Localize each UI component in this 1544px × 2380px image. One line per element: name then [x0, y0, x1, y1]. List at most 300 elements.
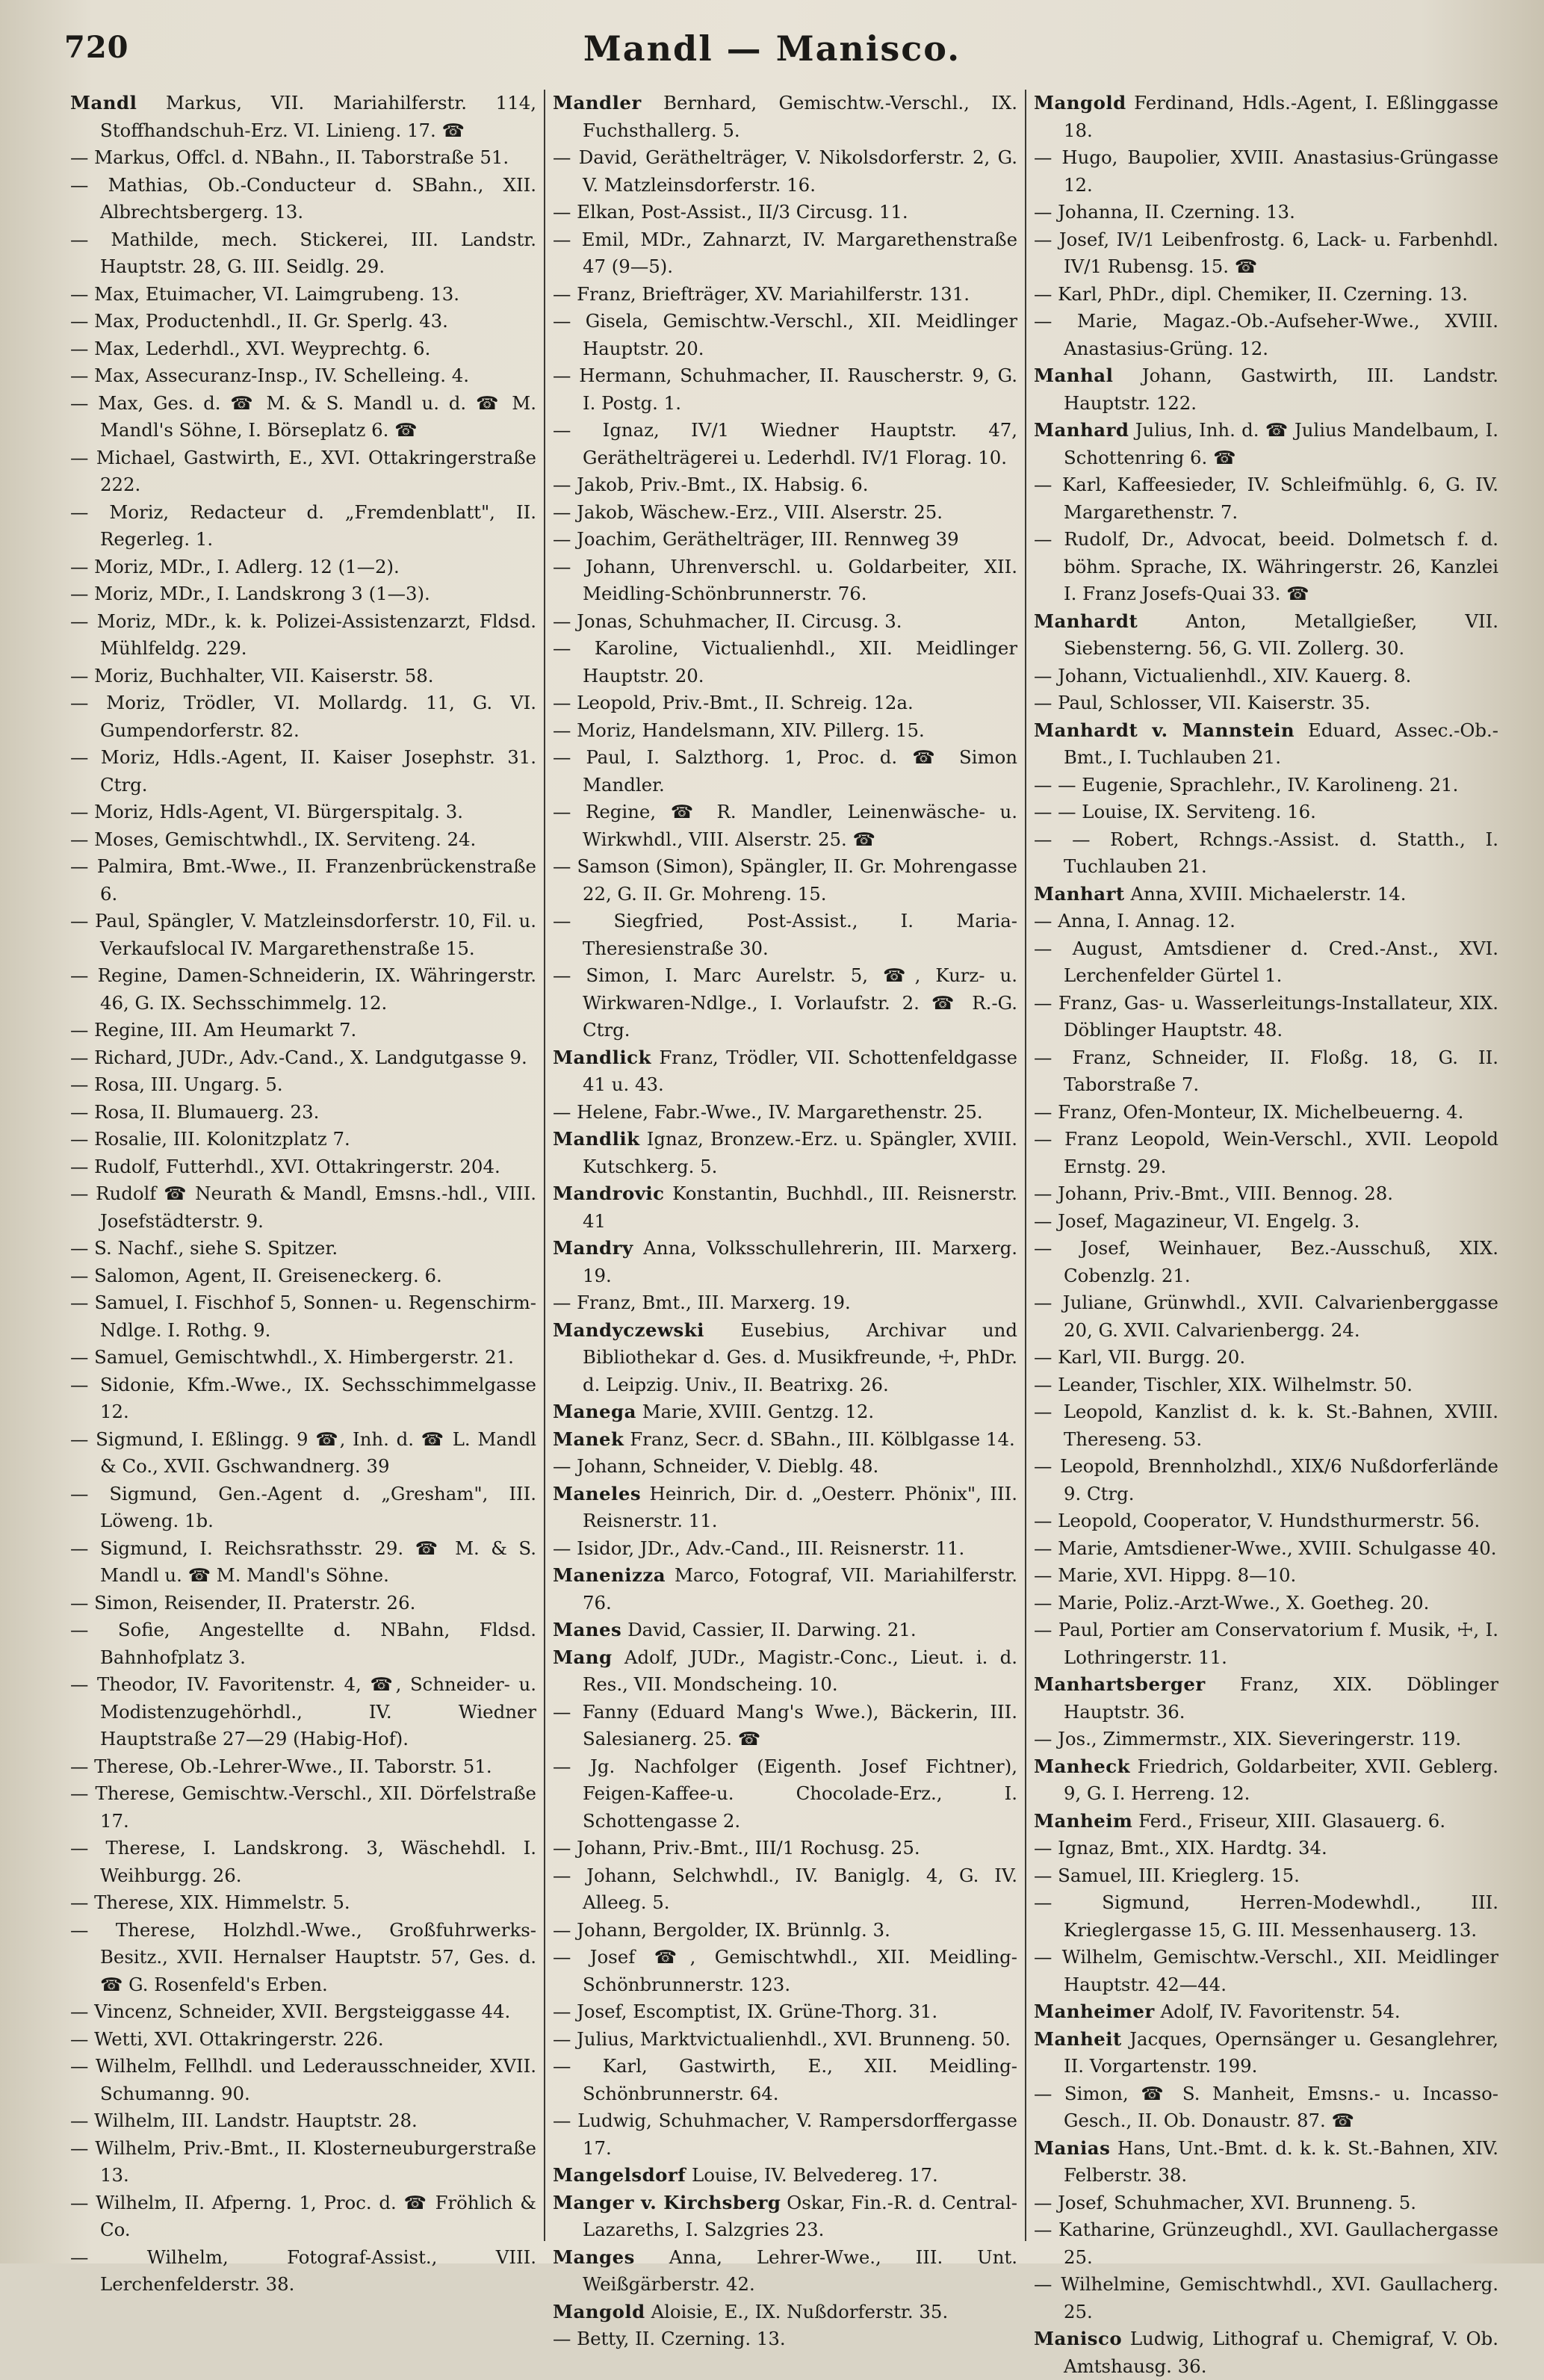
- entry-text: — Franz, Gas- u. Wasserleitungs-Installateur, XIX. Döblinger Hauptstr. 48.: [1034, 991, 1498, 1041]
- directory-entry: [1034, 772, 1498, 799]
- directory-entry: [1034, 1289, 1498, 1344]
- entry-text: — Moses, Gemischtwhdl., IX. Serviteng. 24.: [70, 828, 477, 850]
- entry-text: — Johann, Uhrenverschl. u. Goldarbeiter, XII. Meidling-Schönbrunnerstr. 76.: [553, 555, 1017, 604]
- entry-text: — Hugo, Baupolier, XVIII. Anastasius-Grüngasse 12.: [1034, 146, 1498, 196]
- directory-entry: [1034, 1862, 1498, 1890]
- directory-entry: [1034, 417, 1498, 471]
- entry-text: Ferdinand, Hdls.-Agent, I. Eßlinggasse 18.: [1064, 92, 1498, 141]
- entry-text: — Michael, Gastwirth, E., XVI. Ottakringerstraße 222.: [70, 446, 536, 495]
- entry-text: — Helene, Fabr.-Wwe., IV. Margarethenstr. 25.: [553, 1100, 983, 1123]
- directory-entry: [553, 1044, 1017, 1099]
- directory-entry: [1034, 1998, 1498, 2026]
- entry-text: — Jonas, Schuhmacher, II. Circusg. 3.: [553, 610, 902, 632]
- directory-entry: [1034, 1044, 1498, 1099]
- entry-text: — Vincenz, Schneider, XVII. Bergsteiggasse 44.: [70, 2001, 511, 2022]
- directory-entry: [70, 1099, 536, 1127]
- directory-entry: [553, 2299, 1017, 2326]
- directory-entry: [1034, 1944, 1498, 1998]
- directory-entry: [553, 417, 1017, 471]
- entry-surname: Manega: [553, 1401, 636, 1422]
- entry-surname: Manhardt v. Mannstein: [1034, 719, 1295, 741]
- directory-entry: [553, 1862, 1017, 1917]
- directory-entry: [1034, 1671, 1498, 1726]
- directory-entry: [553, 1562, 1017, 1617]
- directory-entry: [553, 90, 1017, 144]
- directory-entry: [553, 608, 1017, 636]
- directory-entry: [1034, 144, 1498, 199]
- entry-surname: Mandry: [553, 1237, 633, 1259]
- entry-text: — Leopold, Priv.-Bmt., II. Schreig. 12a.: [553, 692, 914, 713]
- directory-entry: [70, 853, 536, 908]
- directory-entry: [553, 799, 1017, 853]
- entry-text: — Emil, MDr., Zahnarzt, IV. Margarethenstraße 47 (9—5).: [553, 228, 1017, 277]
- directory-entry: [553, 1944, 1017, 1998]
- directory-entry: [1034, 1562, 1498, 1590]
- directory-entry: [1034, 2026, 1498, 2080]
- entry-text: — Simon, Reisender, II. Praterstr. 26.: [70, 1591, 416, 1614]
- entry-text: Franz, Secr. d. SBahn., III. Kölblgasse 14.: [630, 1428, 1015, 1450]
- entry-surname: Manias: [1034, 2136, 1111, 2159]
- entry-text: Anton, Metallgießer, VII. Siebensterng. 56, G. VII. Zollerg. 30.: [1064, 610, 1498, 659]
- directory-entry: [70, 444, 536, 499]
- entry-text: Ignaz, Bronzew.-Erz. u. Spängler, XVIII. Kutschkerg. 5.: [583, 1128, 1017, 1177]
- directory-entry: [553, 1753, 1017, 1835]
- entry-text: — Katharine, Grünzeughdl., XVI. Gaullachergasse 25.: [1034, 2219, 1498, 2268]
- entry-text: — Johanna, II. Czerning. 13.: [1034, 201, 1295, 223]
- entry-text: — Karl, PhDr., dipl. Chemiker, II. Czerning. 13.: [1034, 282, 1469, 305]
- directory-entry: [553, 308, 1017, 362]
- directory-entry: [1034, 1507, 1498, 1535]
- entry-text: — Therese, Gemischtw.-Verschl., XII. Dörfelstraße 17.: [70, 1782, 536, 1832]
- entry-text: — Simon, ☎ S. Manheit, Emsns.- u. Incasso-Gesch., II. Ob. Donaustr. 87. ☎: [1034, 2082, 1498, 2131]
- entry-text: — Sofie, Angestellte d. NBahn, Fldsd. Bahnhofplatz 3.: [70, 1619, 536, 1668]
- entry-surname: Manhartsberger: [1034, 1673, 1206, 1695]
- entry-surname: Manek: [553, 1428, 624, 1450]
- entry-text: — Samson (Simon), Spängler, II. Gr. Mohrengasse 22, G. II. Gr. Mohreng. 15.: [553, 855, 1017, 905]
- entry-text: — Richard, JUDr., Adv.-Cand., X. Landgutgasse 9.: [70, 1046, 527, 1068]
- directory-entry: [1034, 1208, 1498, 1236]
- entry-surname: Manhard: [1034, 419, 1129, 441]
- directory-entry: [70, 1426, 536, 1481]
- directory-entry: [553, 1289, 1017, 1317]
- entry-text: — Ignaz, IV/1 Wiedner Hauptstr. 47, Geräthelträgerei u. Lederhdl. IV/1 Florag. 10.: [553, 419, 1017, 468]
- column-right: [1025, 90, 1506, 2377]
- directory-entry: [1034, 308, 1498, 362]
- entry-text: — Mathilde, mech. Stickerei, III. Landstr. Hauptstr. 28, G. III. Seidlg. 29.: [70, 228, 536, 277]
- entry-text: — Leopold, Cooperator, V. Hundsthurmerstr. 56.: [1034, 1510, 1481, 1531]
- entry-text: — Josef, IV/1 Leibenfrostg. 6, Lack- u. Farbenhdl. IV/1 Rubensg. 15. ☎: [1034, 228, 1498, 277]
- directory-entry: [1034, 1808, 1498, 1835]
- directory-entry: [70, 1289, 536, 1344]
- entry-text: — Markus, Offcl. d. NBahn., II. Taborstraße 51.: [70, 146, 509, 168]
- entry-text: — Moriz, Buchhalter, VII. Kaiserstr. 58.: [70, 664, 434, 687]
- entry-text: — Wilhelmine, Gemischtwhdl., XVI. Gaullacherg. 25.: [1034, 2273, 1498, 2322]
- directory-entry: [1034, 1726, 1498, 1753]
- entry-text: Franz, Trödler, VII. Schottenfeldgasse 41 u. 43.: [583, 1046, 1017, 1095]
- entry-text: — Moriz, MDr., I. Landskrong 3 (1—3).: [70, 583, 430, 604]
- directory-entry: [553, 2053, 1017, 2107]
- page-title: Mandl — Manisco.: [583, 28, 961, 69]
- entry-text: — Karoline, Victualienhdl., XII. Meidlinger Hauptstr. 20.: [553, 637, 1017, 687]
- entry-text: Adolf, JUDr., Magistr.-Conc., Lieut. i. d. Res., VII. Mondscheing. 10.: [583, 1646, 1017, 1695]
- entry-text: — Rosa, II. Blumauerg. 23.: [70, 1100, 320, 1123]
- page-number: 720: [64, 30, 129, 65]
- directory-entry: [553, 1453, 1017, 1481]
- directory-entry: [70, 390, 536, 444]
- entry-text: — — Louise, IX. Serviteng. 16.: [1034, 801, 1316, 822]
- entry-text: — Theodor, IV. Favoritenstr. 4, ☎, Schneider- u. Modistenzugehörhdl., IV. Wiedner Hauptstraße 27—29 (Habig-Hof).: [70, 1673, 536, 1750]
- directory-entry: [1034, 881, 1498, 908]
- directory-entry: [70, 144, 536, 172]
- directory-entry: [1034, 1453, 1498, 1507]
- entry-text: — Moriz, Hdls.-Agent, II. Kaiser Josephstr. 31. Ctrg.: [70, 746, 536, 796]
- directory-entry: [1034, 2080, 1498, 2135]
- directory-entry: [70, 1481, 536, 1535]
- entry-text: — Samuel, III. Krieglerg. 15.: [1034, 1864, 1300, 1886]
- directory-entry: [1034, 1753, 1498, 1808]
- directory-entry: [553, 1317, 1017, 1399]
- entry-text: Eduard, Assec.-Ob.-Bmt., I. Tuchlauben 21.: [1064, 719, 1498, 768]
- entry-text: — Karl, Kaffeesieder, IV. Schleifmühlg. 6, G. IV. Margarethenstr. 7.: [1034, 474, 1498, 523]
- entry-surname: Mandler: [553, 92, 642, 114]
- directory-entry: [553, 2244, 1017, 2299]
- entry-text: — Anna, I. Annag. 12.: [1034, 910, 1235, 932]
- directory-entry: [70, 2190, 536, 2244]
- directory-entry: [1034, 199, 1498, 226]
- entry-text: — Wilhelm, Gemischtw.-Verschl., XII. Meidlinger Hauptstr. 42—44.: [1034, 1946, 1498, 1995]
- entry-surname: Manheimer: [1034, 2001, 1155, 2022]
- entry-text: — Rudolf, Dr., Advocat, beeid. Dolmetsch f. d. böhm. Sprache, IX. Währingerstr. 26, Kanzlei I. Franz Josefs-Quai 33. ☎: [1034, 528, 1498, 604]
- directory-entry: [553, 962, 1017, 1044]
- entry-surname: Mangold: [553, 2300, 645, 2322]
- entry-surname: Mang: [553, 1646, 613, 1668]
- directory-entry: [70, 281, 536, 309]
- directory-entry: [553, 2026, 1017, 2054]
- entry-surname: Mandlik: [553, 1128, 640, 1150]
- entry-surname: Mandl: [70, 92, 137, 114]
- entry-text: — Max, Lederhdl., XVI. Weyprechtg. 6.: [70, 337, 431, 359]
- entry-text: — Jg. Nachfolger (Eigenth. Josef Fichtner), Feigen-Kaffee-u. Chocolade-Erz., I. Schottengasse 2.: [553, 1755, 1017, 1832]
- directory-entry: [70, 2135, 536, 2190]
- entry-text: — Siegfried, Post-Assist., I. Maria-Theresienstraße 30.: [553, 910, 1017, 959]
- entry-text: Adolf, IV. Favoritenstr. 54.: [1160, 2001, 1401, 2022]
- directory-entry: [553, 2107, 1017, 2162]
- directory-entry: [1034, 226, 1498, 281]
- entry-text: — Max, Etuimacher, VI. Laimgrubeng. 13.: [70, 282, 460, 305]
- entry-text: — Franz, Briefträger, XV. Mariahilferstr. 131.: [553, 282, 970, 305]
- directory-entry: [1034, 908, 1498, 935]
- column-left: [63, 90, 544, 2295]
- directory-entry: [1034, 526, 1498, 608]
- entry-text: — Josef, Weinhauer, Bez.-Ausschuß, XIX. Cobenzlg. 21.: [1034, 1237, 1498, 1286]
- directory-entry: [70, 226, 536, 281]
- directory-entry: [70, 1344, 536, 1372]
- entry-text: — Therese, XIX. Himmelstr. 5.: [70, 1891, 350, 1913]
- directory-entry: [553, 744, 1017, 799]
- directory-entry: [70, 799, 536, 826]
- entry-text: — Jos., Zimmermstr., XIX. Sieveringerstr. 119.: [1034, 1728, 1462, 1750]
- entry-text: — Moriz, MDr., I. Adlerg. 12 (1—2).: [70, 555, 400, 577]
- directory-entry: [553, 689, 1017, 717]
- directory-entry: [553, 635, 1017, 689]
- entry-text: — Hermann, Schuhmacher, II. Rauscherstr. 9, G. I. Postg. 1.: [553, 365, 1017, 414]
- entry-text: Ludwig, Lithograf u. Chemigraf, V. Ob. Amtshausg. 36.: [1064, 2328, 1499, 2377]
- directory-entry: [70, 1998, 536, 2026]
- directory-entry: [553, 199, 1017, 226]
- directory-entry: [553, 1426, 1017, 1454]
- directory-entry: [70, 172, 536, 226]
- directory-entry: [70, 1671, 536, 1753]
- entry-text: — Therese, I. Landskrong. 3, Wäschehdl. I. Weihburgg. 26.: [70, 1837, 536, 1886]
- directory-entry: [70, 499, 536, 554]
- entry-text: — Marie, Magaz.-Ob.-Aufseher-Wwe., XVIII. Anastasius-Grüng. 12.: [1034, 310, 1498, 359]
- entry-text: — Regine, ☎ R. Mandler, Leinenwäsche- u. Wirkwhdl., VIII. Alserstr. 25. ☎: [553, 801, 1017, 850]
- directory-entry: [553, 2162, 1017, 2190]
- entry-text: — Jakob, Wäschew.-Erz., VIII. Alserstr. 25.: [553, 501, 943, 523]
- entry-text: Marie, XVIII. Gentzg. 12.: [642, 1401, 875, 1422]
- entry-text: — Moriz, Redacteur d. „Fremdenblatt", II. Regerleg. 1.: [70, 501, 536, 550]
- directory-entry: [1034, 717, 1498, 772]
- entry-text: — Simon, I. Marc Aurelstr. 5, ☎, Kurz- u. Wirkwaren-Ndlge., I. Vorlaufstr. 2. ☎ R.-G. Ctrg.: [553, 964, 1017, 1041]
- entry-text: Anna, Volksschullehrerin, III. Marxerg. 19.: [583, 1237, 1017, 1286]
- directory-entry: [553, 1998, 1017, 2026]
- entry-text: — Leopold, Kanzlist d. k. k. St.-Bahnen, XVIII. Thereseng. 53.: [1034, 1401, 1498, 1450]
- directory-entry: [553, 908, 1017, 962]
- directory-entry: [70, 1535, 536, 1590]
- directory-entry: [553, 1481, 1017, 1535]
- directory-entry: [1034, 826, 1498, 881]
- entry-text: — Johann, Priv.-Bmt., VIII. Bennog. 28.: [1034, 1183, 1394, 1204]
- directory-entry: [1034, 281, 1498, 309]
- entry-text: — Paul, I. Salzthorg. 1, Proc. d. ☎ Simon Mandler.: [553, 746, 1017, 796]
- entry-surname: Manes: [553, 1619, 622, 1640]
- entry-text: — Therese, Ob.-Lehrer-Wwe., II. Taborstr. 51.: [70, 1755, 492, 1777]
- entry-text: — Wilhelm, Priv.-Bmt., II. Klosterneuburgerstraße 13.: [70, 2136, 536, 2186]
- directory-entry: [1034, 2216, 1498, 2271]
- entry-text: Heinrich, Dir. d. „Oesterr. Phönix", III. Reisnerstr. 11.: [583, 1482, 1017, 1531]
- directory-entry: [553, 1099, 1017, 1127]
- entry-surname: Manhal: [1034, 365, 1114, 386]
- directory-entry: [1034, 1617, 1498, 1671]
- entry-text: — S. Nachf., siehe S. Spitzer.: [70, 1237, 338, 1259]
- directory-entry: [1034, 990, 1498, 1044]
- directory-entry: [70, 335, 536, 363]
- entry-text: — Ludwig, Schuhmacher, V. Rampersdorffergasse 17.: [553, 2110, 1017, 2159]
- entry-text: — Franz, Schneider, II. Floßg. 18, G. II. Taborstraße 7.: [1034, 1046, 1498, 1095]
- entry-text: — Sigmund, I. Reichsrathsstr. 29. ☎ M. & S. Mandl u. ☎ M. Mandl's Söhne.: [70, 1537, 536, 1586]
- entry-text: Julius, Inh. d. ☎ Julius Mandelbaum, I. Schottenring 6. ☎: [1064, 419, 1498, 468]
- entry-text: — Max, Ges. d. ☎ M. & S. Mandl u. d. ☎ M. Mandl's Söhne, I. Börseplatz 6. ☎: [70, 391, 536, 441]
- directory-entry: [70, 1889, 536, 1917]
- entry-text: — Julius, Marktvictualienhdl., XVI. Brunneng. 50.: [553, 2027, 1011, 2050]
- directory-entry: [1034, 2271, 1498, 2325]
- directory-entry: [1034, 1235, 1498, 1289]
- entry-text: — Sigmund, I. Eßlingg. 9 ☎, Inh. d. ☎ L. Mandl & Co., XVII. Gschwandnerg. 39: [70, 1428, 536, 1477]
- entry-text: — Paul, Portier am Conservatorium f. Musik, ☩, I. Lothringerstr. 11.: [1034, 1619, 1498, 1668]
- entry-text: — Jakob, Priv.-Bmt., IX. Habsig. 6.: [553, 474, 869, 495]
- directory-entry: [70, 962, 536, 1017]
- directory-entry: [553, 144, 1017, 199]
- directory-entry: [553, 1699, 1017, 1753]
- directory-entry: [70, 663, 536, 690]
- directory-entry: [1034, 2190, 1498, 2217]
- entry-text: — Rosa, III. Ungarg. 5.: [70, 1073, 283, 1095]
- directory-entry: [553, 281, 1017, 309]
- directory-entry: [1034, 663, 1498, 690]
- entry-surname: Manges: [553, 2246, 635, 2268]
- directory-entry: [553, 2325, 1017, 2353]
- entry-text: — Franz, Ofen-Monteur, IX. Michelbeuerng. 4.: [1034, 1100, 1464, 1123]
- entry-text: Friedrich, Goldarbeiter, XVII. Geblerg. 9, G. I. Herreng. 12.: [1064, 1755, 1498, 1804]
- entry-text: — Palmira, Bmt.-Wwe., II. Franzenbrückenstraße 6.: [70, 855, 536, 905]
- entry-surname: Mangold: [1034, 92, 1126, 114]
- entry-text: — Marie, XVI. Hippg. 8—10.: [1034, 1564, 1297, 1586]
- entry-text: — Samuel, I. Fischhof 5, Sonnen- u. Regenschirm-Ndlge. I. Rothg. 9.: [70, 1292, 536, 1341]
- entry-text: — Wilhelm, Fellhdl. und Lederausschneider, XVII. Schumanng. 90.: [70, 2055, 536, 2104]
- entry-text: — Josef, Magazineur, VI. Engelg. 3.: [1034, 1209, 1360, 1232]
- directory-entry: [1034, 608, 1498, 663]
- entry-text: Franz, XIX. Döblinger Hauptstr. 36.: [1064, 1673, 1498, 1723]
- directory-entry: [1034, 1126, 1498, 1180]
- entry-text: — Franz, Bmt., III. Marxerg. 19.: [553, 1292, 851, 1313]
- entry-text: Hans, Unt.-Bmt. d. k. k. St.-Bahnen, XIV. Felberstr. 38.: [1064, 2136, 1498, 2186]
- directory-entry: [1034, 362, 1498, 417]
- entry-text: — Josef, Schuhmacher, XVI. Brunneng. 5.: [1034, 2191, 1417, 2213]
- entry-text: Eusebius, Archivar und Bibliothekar d. Ges. d. Musikfreunde, ☩, PhDr. d. Leipzig. Univ., II. Beatrixg. 26.: [583, 1318, 1017, 1395]
- entry-text: Konstantin, Buchhdl., III. Reisnerstr. 41: [583, 1183, 1017, 1232]
- directory-entry: [1034, 1835, 1498, 1862]
- entry-text: — Betty, II. Czerning. 13.: [553, 2328, 786, 2349]
- page-header: [60, 22, 1484, 75]
- directory-entry: [70, 908, 536, 962]
- entry-text: — Isidor, JDr., Adv.-Cand., III. Reisnerstr. 11.: [553, 1537, 965, 1559]
- directory-entry: [553, 1644, 1017, 1699]
- directory-entry: [1034, 1889, 1498, 1944]
- entry-text: Louise, IV. Belvedereg. 17.: [692, 2164, 938, 2186]
- entry-text: — Elkan, Post-Assist., II/3 Circusg. 11.: [553, 201, 908, 223]
- directory-entry: [70, 1017, 536, 1044]
- entry-text: — Juliane, Grünwhdl., XVII. Calvarienberggasse 20, G. XVII. Calvarienbergg. 24.: [1034, 1292, 1498, 1341]
- entry-text: — Max, Assecuranz-Insp., IV. Schelleing. 4.: [70, 365, 470, 386]
- entry-text: — Salomon, Agent, II. Greiseneckerg. 6.: [70, 1264, 442, 1286]
- directory-entry: [70, 2107, 536, 2135]
- entry-surname: Mangelsdorf: [553, 2164, 686, 2186]
- entry-text: Ferd., Friseur, XIII. Glasauerg. 6.: [1138, 1809, 1446, 1832]
- entry-surname: Manheit: [1034, 2027, 1122, 2050]
- entry-surname: Mandyczewski: [553, 1318, 704, 1341]
- entry-text: Markus, VII. Mariahilferstr. 114, Stoffhandschuh-Erz. VI. Linieng. 17. ☎: [100, 92, 536, 141]
- directory-columns: [63, 90, 1507, 2377]
- entry-surname: Manhart: [1034, 882, 1125, 905]
- entry-text: — Johann, Selchwhdl., IV. Baniglg. 4, G. IV. Alleeg. 5.: [553, 1864, 1017, 1913]
- directory-entry: [1034, 689, 1498, 717]
- directory-entry: [70, 608, 536, 663]
- entry-text: — Josef, Escomptist, IX. Grüne-Thorg. 31.: [553, 2001, 938, 2022]
- entry-text: — Samuel, Gemischtwhdl., X. Himbergerstr. 21.: [70, 1346, 514, 1368]
- directory-entry: [70, 1071, 536, 1099]
- entry-text: — Marie, Poliz.-Arzt-Wwe., X. Goetheg. 20.: [1034, 1591, 1430, 1614]
- entry-text: — Moriz, Handelsmann, XIV. Pillerg. 15.: [553, 719, 925, 741]
- directory-entry: [1034, 2135, 1498, 2190]
- directory-entry: [70, 2026, 536, 2054]
- entry-text: David, Cassier, II. Darwing. 21.: [627, 1619, 917, 1640]
- directory-entry: [553, 717, 1017, 745]
- entry-text: — Regine, Damen-Schneiderin, IX. Währingerstr. 46, G. IX. Sechsschimmelg. 12.: [70, 964, 536, 1014]
- entry-text: — Fanny (Eduard Mang's Wwe.), Bäckerin, III. Salesianerg. 25. ☎: [553, 1700, 1017, 1750]
- directory-entry: [553, 1398, 1017, 1426]
- entry-text: — Paul, Spängler, V. Matzleinsdorferstr. 10, Fil. u. Verkaufslocal IV. Margarethenstraße 15.: [70, 910, 536, 959]
- entry-surname: Manenizza: [553, 1564, 666, 1586]
- directory-entry: [70, 1372, 536, 1426]
- entry-surname: Mandlick: [553, 1046, 651, 1068]
- directory-entry: [1034, 1590, 1498, 1617]
- entry-text: — Johann, Priv.-Bmt., III/1 Rochusg. 25.: [553, 1837, 920, 1859]
- directory-entry: [70, 90, 536, 144]
- directory-entry: [553, 1126, 1017, 1180]
- directory-entry: [553, 1535, 1017, 1563]
- entry-text: — Wilhelm, III. Landstr. Hauptstr. 28.: [70, 2110, 418, 2131]
- entry-text: — Gisela, Gemischtw.-Verschl., XII. Meidlinger Hauptstr. 20.: [553, 310, 1017, 359]
- entry-text: — Regine, III. Am Heumarkt 7.: [70, 1019, 357, 1041]
- entry-surname: Manheck: [1034, 1755, 1131, 1777]
- directory-entry: [1034, 1398, 1498, 1453]
- entry-text: — Karl, VII. Burgg. 20.: [1034, 1346, 1246, 1368]
- entry-text: — Wilhelm, II. Afperng. 1, Proc. d. ☎ Fröhlich & Co.: [70, 2191, 536, 2240]
- entry-text: — Karl, Gastwirth, E., XII. Meidling-Schönbrunnerstr. 64.: [553, 2055, 1017, 2104]
- directory-entry: [1034, 471, 1498, 526]
- entry-surname: Manger v. Kirchsberg: [553, 2191, 781, 2213]
- directory-entry: [1034, 2325, 1498, 2380]
- directory-entry: [553, 1835, 1017, 1862]
- directory-entry: [1034, 799, 1498, 826]
- entry-text: Anna, Lehrer-Wwe., III. Unt. Weißgärberstr. 42.: [583, 2246, 1017, 2295]
- entry-surname: Manisco: [1034, 2328, 1123, 2349]
- directory-entry: [553, 499, 1017, 527]
- directory-entry: [553, 1917, 1017, 1944]
- directory-entry: [70, 1153, 536, 1181]
- directory-entry: [1034, 1535, 1498, 1563]
- entry-text: Johann, Gastwirth, III. Landstr. Hauptstr. 122.: [1064, 365, 1498, 414]
- entry-text: — Rudolf ☎ Neurath & Mandl, Emsns.-hdl., VIII. Josefstädterstr. 9.: [70, 1183, 536, 1232]
- directory-entry: [1034, 1372, 1498, 1399]
- entry-text: — Josef ☎, Gemischtwhdl., XII. Meidling-Schönbrunnerstr. 123.: [553, 1946, 1017, 1995]
- entry-surname: Maneles: [553, 1482, 642, 1504]
- entry-text: — Ignaz, Bmt., XIX. Hardtg. 34.: [1034, 1837, 1327, 1859]
- entry-text: — Johann, Bergolder, IX. Brünnlg. 3.: [553, 1918, 890, 1941]
- entry-text: Anna, XVIII. Michaelerstr. 14.: [1130, 882, 1407, 905]
- directory-entry: [553, 1180, 1017, 1235]
- directory-entry: [70, 1835, 536, 1889]
- directory-entry: [1034, 1099, 1498, 1127]
- entry-text: Aloisie, E., IX. Nußdorferstr. 35.: [651, 2300, 949, 2322]
- directory-entry: [70, 744, 536, 799]
- entry-text: — Max, Productenhdl., II. Gr. Sperlg. 43.: [70, 310, 448, 332]
- directory-entry: [1034, 1344, 1498, 1372]
- entry-surname: Manheim: [1034, 1809, 1133, 1832]
- entry-text: — Moriz, MDr., k. k. Polizei-Assistenzarzt, Fldsd. Mühlfeldg. 229.: [70, 610, 536, 659]
- entry-text: — Marie, Amtsdiener-Wwe., XVIII. Schulgasse 40.: [1034, 1537, 1497, 1559]
- directory-entry: [70, 2244, 536, 2299]
- entry-text: — Sidonie, Kfm.-Wwe., IX. Sechsschimmelgasse 12.: [70, 1373, 536, 1422]
- directory-entry: [70, 2053, 536, 2107]
- entry-text: Oskar, Fin.-R. d. Central-Lazareths, I. Salzgries 23.: [583, 2191, 1017, 2240]
- directory-entry: [553, 1235, 1017, 1289]
- entry-text: — Joachim, Geräthelträger, III. Rennweg 39: [553, 528, 959, 550]
- directory-entry: [553, 2190, 1017, 2244]
- entry-text: — Johann, Schneider, V. Dieblg. 48.: [553, 1455, 879, 1477]
- directory-entry: [70, 554, 536, 581]
- entry-text: — Wilhelm, Fotograf-Assist., VIII. Lerchenfelderstr. 38.: [70, 2246, 536, 2295]
